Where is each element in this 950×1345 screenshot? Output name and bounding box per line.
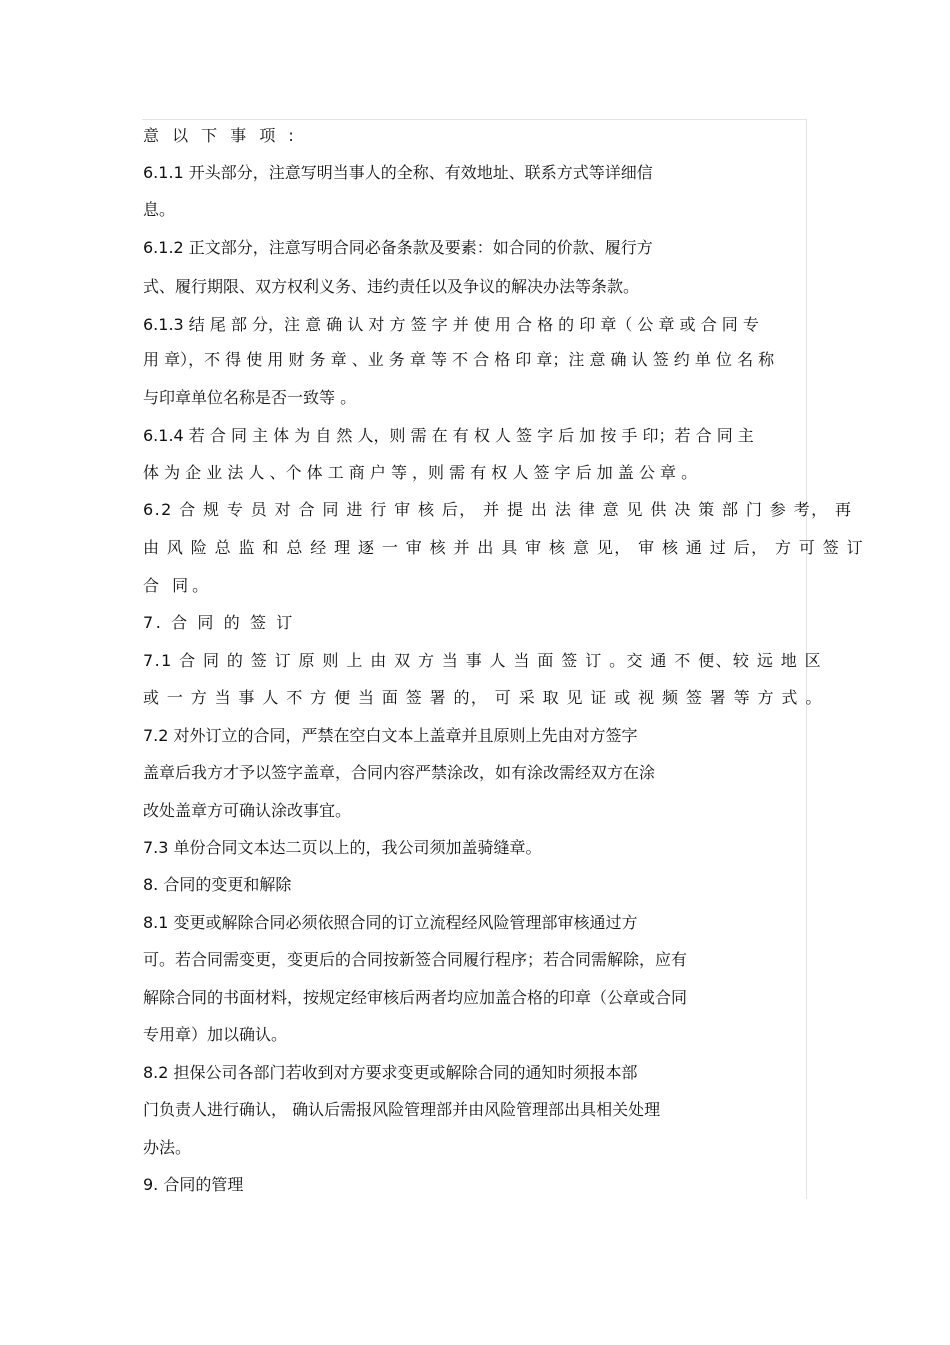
text-line: 息。 xyxy=(143,200,176,219)
section-heading: 9. 合同的管理 xyxy=(143,1175,244,1194)
text-line: 专用章）加以确认。 xyxy=(143,1025,288,1044)
text-line: 可。若合同需变更，变更后的合同按新签合同履行程序；若合同需解除，应有 xyxy=(143,950,688,969)
text-line: 式、履行期限、双方权利义务、违约责任以及争议的解决办法等条款。 xyxy=(143,277,640,296)
section-heading: 7. 合 同 的 签 订 xyxy=(143,613,295,632)
text-line: 6.1.4 若 合 同 主 体 为 自 然 人，则 需 在 有 权 人 签 字 后 加 按 手 印；若 合 同 主 xyxy=(143,426,754,445)
text-line: 6.2 合 规 专 员 对 合 同 进 行 审 核 后， 并 提 出 法 律 意 见 供 决 策 部 门 参 考， 再 xyxy=(143,500,853,519)
text-line: 6.1.2 正文部分，注意写明合同必备条款及要素：如合同的价款、履行方 xyxy=(143,238,653,257)
section-heading: 8. 合同的变更和解除 xyxy=(143,875,292,894)
text-line: 办法。 xyxy=(143,1138,192,1157)
document-body xyxy=(143,0,865,1345)
text-line: 体 为 企 业 法 人 、个 体 工 商 户 等 ，则 需 有 权 人 签 字 后 加 盖 公 章 。 xyxy=(143,463,698,482)
text-line: 8.2 担保公司各部门若收到对方要求变更或解除合同的通知时须报本部 xyxy=(143,1063,638,1082)
text-line: 盖章后我方才予以签字盖章，合同内容严禁涂改，如有涂改需经双方在涂 xyxy=(143,763,656,782)
text-line: 解除合同的书面材料，按规定经审核后两者均应加盖合格的印章（公章或合同 xyxy=(143,988,688,1007)
text-line: 7.1 合 同 的 签 订 原 则 上 由 双 方 当 事 人 当 面 签 订 。交 通 不 便、较 远 地 区 xyxy=(143,651,822,670)
text-line: 7.3 单份合同文本达二页以上的，我公司须加盖骑缝章。 xyxy=(143,838,542,857)
text-line: 由 风 险 总 监 和 总 经 理 逐 一 审 核 并 出 具 审 核 意 见， 审 核 通 过 后， 方 可 签 订 xyxy=(143,538,865,557)
text-line: 或 一 方 当 事 人 不 方 便 当 面 签 署 的， 可 采 取 见 证 或 视 频 签 署 等 方 式 。 xyxy=(143,688,823,707)
text-line: 用 章），不 得 使 用 财 务 章 、业 务 章 等 不 合 格 印 章；注 意 确 认 签 约 单 位 名 称 xyxy=(143,350,775,369)
text-line: 7.2 对外订立的合同，严禁在空白文本上盖章并且原则上先由对方签字 xyxy=(143,726,638,745)
text-line: 门负责人进行确认， 确认后需报风险管理部并由风险管理部出具相关处理 xyxy=(143,1100,661,1119)
text-line: 6.1.3 结 尾 部 分，注 意 确 认 对 方 签 字 并 使 用 合 格 的 印 章（ 公 章 或 合 同 专 xyxy=(143,315,759,334)
text-line: 6.1.1 开头部分，注意写明当事人的全称、有效地址、联系方式等详细信 xyxy=(143,163,653,182)
text-line: 合 同。 xyxy=(143,576,213,595)
text-line: 意 以 下 事 项 : xyxy=(143,126,298,145)
text-line: 与印章单位名称是否一致等 。 xyxy=(143,388,357,407)
text-line: 改处盖章方可确认涂改事宜。 xyxy=(143,801,352,820)
text-line: 8.1 变更或解除合同必须依照合同的订立流程经风险管理部审核通过方 xyxy=(143,913,638,932)
